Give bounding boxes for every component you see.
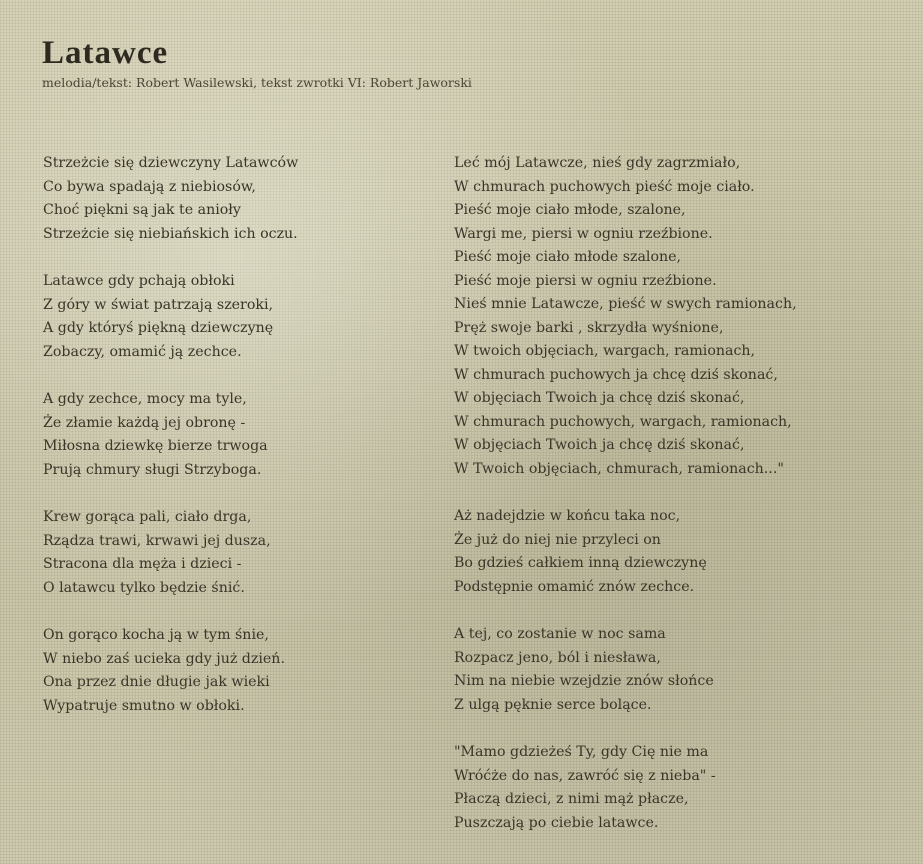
lyric-line: Latawce gdy pchają obłoki [43,273,235,289]
lyric-line: Płaczą dzieci, z nimi mąż płacze, [454,791,689,807]
lyric-line: Rozpacz jeno, ból i niesława, [454,649,661,666]
lyric-line: Wypatruje smutno w obłoki. [43,697,245,714]
stanza-7 [454,623,914,717]
lyric-line: W twoich objęciach, wargach, ramionach, [454,343,756,359]
lyric-line: Z góry w świat patrzają szeroki, [43,296,274,313]
lyric-line: Strzeżcie się dziewczyny Latawców [43,155,299,171]
song-title: Latawce [42,35,169,71]
lyric-line: Aż nadejdzie w końcu taka noc, [454,508,681,524]
lyric-line: Miłosna dziewkę bierze trwoga [43,438,268,454]
lyric-line: Że już do niej nie przyleci on [454,531,661,548]
lyrics-right-column [454,152,914,859]
lyric-line: Bo gdzieś całkiem inną dziewczynę [454,555,707,571]
lyric-line: A gdy zechce, mocy ma tyle, [43,391,247,407]
lyric-line: Pieść moje ciało młode szalone, [454,249,682,265]
lyric-line: Co bywa spadają z niebiosów, [43,178,256,195]
lyric-line: Z ulgą pęknie serce bolące. [454,696,652,713]
lyric-line: A gdy któryś piękną dziewczynę [43,320,274,336]
lyric-line: Puszczają po ciebie latawce. [454,814,659,831]
lyric-line: W niebo zaś ucieka gdy już dzień. [43,650,285,667]
lyric-line: Nim na niebie wzejdzie znów słońce [454,673,714,689]
lyric-line: W chmurach puchowych, wargach, ramionach, [454,413,792,430]
stanza-2 [43,270,423,364]
lyric-line: Nieś mnie Latawcze, pieść w swych ramionach, [454,296,797,312]
stanza-chorus [454,152,914,481]
lyric-line: O latawcu tylko będzie śnić. [43,579,245,596]
lyric-line: On gorąco kocha ją w tym śnie, [43,627,269,643]
lyric-line: W Twoich objęciach, chmurach, ramionach..." [454,460,784,477]
lyric-line: W objęciach Twoich ja chcę dziś skonać, [454,437,745,453]
song-credits: melodia/tekst: Robert Wasilewski, tekst zwrotki VI: Robert Jaworski [42,75,472,90]
stanza-8 [454,741,914,835]
lyric-line: Pieść moje ciało młode, szalone, [454,202,686,218]
lyric-line: Strzeżcie się niebiańskich ich oczu. [43,225,298,242]
lyric-line: Ona przez dnie długie jak wieki [43,674,270,690]
lyric-line: Wróćże do nas, zawróć się z nieba" - [454,767,716,784]
lyric-line: Leć mój Latawcze, nieś gdy zagrzmiało, [454,155,741,171]
lyric-line: Zobaczy, omamić ją zechce. [43,343,242,360]
lyric-line: Krew gorąca pali, ciało drga, [43,509,252,525]
lyrics-left-column [43,152,423,742]
lyric-line: "Mamo gdzieżeś Ty, gdy Cię nie ma [454,744,709,760]
lyric-line: Że złamie każdą jej obronę - [43,414,246,431]
lyric-line: Podstępnie omamić znów zechce. [454,578,695,595]
stanza-3 [43,388,423,482]
lyric-line: Choć piękni są jak te anioły [43,202,241,218]
lyric-line: A tej, co zostanie w noc sama [454,626,666,642]
lyric-line: W chmurach puchowych pieść moje ciało. [454,178,755,195]
lyric-line: W chmurach puchowych ja chcę dziś skonać, [454,366,778,383]
lyric-line: Prują chmury sługi Strzyboga. [43,461,262,478]
lyric-line: Pręż swoje barki , skrzydła wyśnione, [454,319,724,336]
lyric-line: Rządza trawi, krwawi jej dusza, [43,532,271,549]
stanza-4 [43,506,423,600]
lyric-line: Stracona dla męża i dzieci - [43,556,242,572]
stanza-5 [43,624,423,718]
lyric-line: Pieść moje piersi w ogniu rzeźbione. [454,272,717,289]
lyric-line: W objęciach Twoich ja chcę dziś skonać, [454,390,745,406]
stanza-6 [454,505,914,599]
lyric-line: Wargi me, piersi w ogniu rzeźbione. [454,225,713,242]
stanza-1 [43,152,423,246]
